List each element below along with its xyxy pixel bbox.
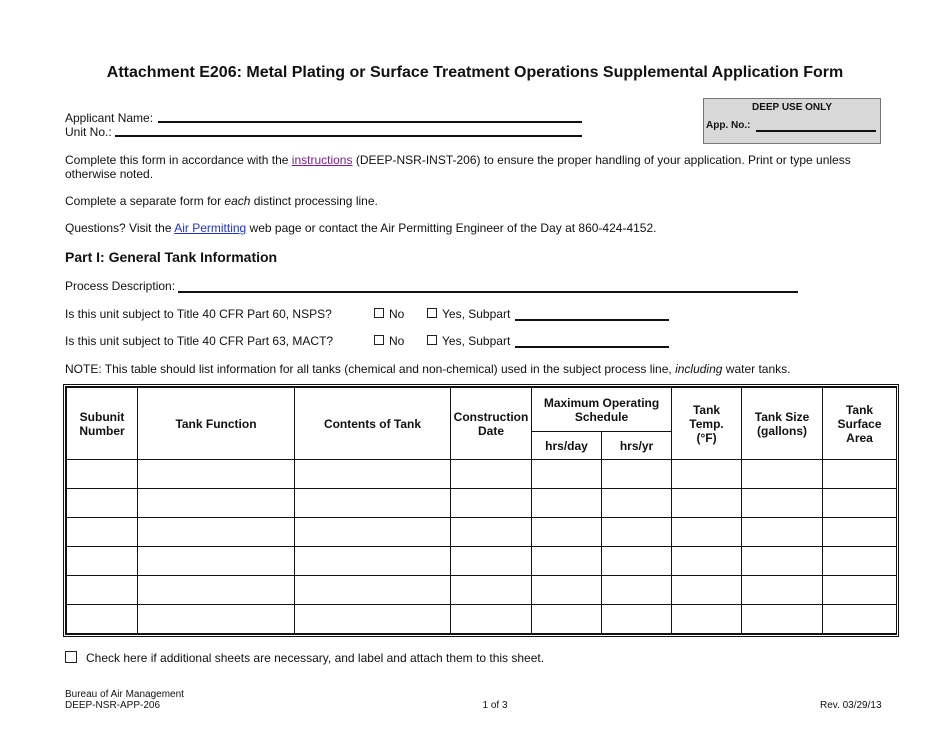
table-cell[interactable] [532, 518, 602, 547]
table-cell[interactable] [295, 547, 451, 576]
table-cell[interactable] [138, 489, 295, 518]
col-tank-temp [672, 388, 742, 460]
table-cell[interactable] [67, 547, 138, 576]
nsps-yes-label: Yes, Subpart [442, 307, 511, 321]
table-cell[interactable] [295, 518, 451, 547]
tank-temp-line-3: (°F) [696, 430, 717, 445]
table-cell[interactable] [742, 605, 823, 634]
deep-use-only-heading: DEEP USE ONLY [751, 102, 833, 113]
table-row [67, 518, 897, 547]
table-cell[interactable] [451, 489, 532, 518]
table-cell[interactable] [823, 489, 897, 518]
table-cell[interactable] [672, 605, 742, 634]
table-cell[interactable] [67, 489, 138, 518]
col-hrs-day: hrs/day [532, 432, 602, 460]
table-cell[interactable] [138, 605, 295, 634]
table-row [67, 489, 897, 518]
table-cell[interactable] [138, 518, 295, 547]
unit-no-label: Unit No.: [65, 125, 112, 139]
part1-heading: Part I: General Tank Information [65, 249, 278, 265]
nsps-yes-checkbox[interactable] [427, 308, 437, 318]
note-text: NOTE: This table should list information for all tanks (chemical and non-chemical) used in the subject process line, [65, 362, 676, 376]
applicant-name-label: Applicant Name: [65, 111, 154, 125]
table-row [67, 547, 897, 576]
table-cell[interactable] [67, 460, 138, 489]
table-cell[interactable] [602, 489, 672, 518]
table-cell[interactable] [532, 576, 602, 605]
additional-sheets-checkbox[interactable] [65, 651, 77, 663]
table-cell[interactable] [295, 605, 451, 634]
tank-temp-line-1: Tank [692, 402, 721, 417]
col-subunit-number: Subunit Number [67, 388, 138, 460]
table-cell[interactable] [672, 518, 742, 547]
table-cell[interactable] [295, 489, 451, 518]
deep-use-only-box [703, 98, 881, 144]
air-permitting-link[interactable]: Air Permitting [174, 221, 247, 235]
nsps-question: Is this unit subject to Title 40 CFR Part 60, NSPS? [65, 307, 332, 321]
table-cell[interactable] [742, 460, 823, 489]
table-cell[interactable] [602, 460, 672, 489]
footer-page-number: 1 of 3 [482, 700, 508, 711]
table-cell[interactable] [602, 605, 672, 634]
col-hrs-yr: hrs/yr [602, 432, 672, 460]
table-cell[interactable] [138, 547, 295, 576]
table-cell[interactable] [742, 576, 823, 605]
mact-yes-label: Yes, Subpart [442, 334, 511, 348]
table-row [67, 576, 897, 605]
table-cell[interactable] [742, 547, 823, 576]
table-cell[interactable] [295, 576, 451, 605]
mact-subpart-field[interactable] [515, 334, 669, 348]
table-row [67, 460, 897, 489]
table-cell[interactable] [672, 489, 742, 518]
additional-sheets-label: Check here if additional sheets are necessary, and label and attach them to this sheet. [86, 651, 545, 665]
intro-paragraph-2 [65, 194, 885, 208]
mact-no-label: No [389, 334, 405, 348]
table-cell[interactable] [742, 518, 823, 547]
table-cell[interactable] [451, 576, 532, 605]
table-cell[interactable] [823, 547, 897, 576]
intro-text: distinct processing line. [250, 194, 378, 208]
table-cell[interactable] [532, 605, 602, 634]
table-cell[interactable] [602, 518, 672, 547]
table-cell[interactable] [67, 605, 138, 634]
intro-text: Questions? Visit the [65, 221, 175, 235]
nsps-no-checkbox[interactable] [374, 308, 384, 318]
table-cell[interactable] [532, 489, 602, 518]
table-cell[interactable] [742, 489, 823, 518]
table-cell[interactable] [295, 460, 451, 489]
table-note [65, 362, 895, 376]
intro-text: web page or contact the Air Permitting Engineer of the Day at 860-424-4152. [246, 221, 657, 235]
intro-paragraph-3 [65, 221, 885, 235]
table-cell[interactable] [67, 518, 138, 547]
table-cell[interactable] [823, 605, 897, 634]
table-cell[interactable] [451, 605, 532, 634]
col-tank-size: Tank Size (gallons) [742, 388, 823, 460]
table-cell[interactable] [602, 547, 672, 576]
note-emphasis: including [675, 362, 723, 376]
mact-yes-checkbox[interactable] [427, 335, 437, 345]
table-cell[interactable] [532, 547, 602, 576]
form-title: Attachment E206: Metal Plating or Surface Treatment Operations Supplemental Application Form [106, 64, 844, 81]
table-cell[interactable] [823, 518, 897, 547]
tank-table [66, 387, 897, 634]
intro-emphasis: each [224, 194, 251, 208]
nsps-subpart-field[interactable] [515, 307, 669, 321]
col-tank-function: Tank Function [138, 388, 295, 460]
table-cell[interactable] [451, 460, 532, 489]
applicant-name-field[interactable] [158, 109, 582, 123]
nsps-no-label: No [389, 307, 405, 321]
process-description-label: Process Description: [65, 279, 176, 293]
tank-temp-line-2: Temp. [689, 416, 724, 431]
table-cell[interactable] [672, 547, 742, 576]
col-max-operating-schedule: Maximum Operating Schedule [532, 388, 672, 432]
col-tank-surface-area: Tank Surface Area [823, 388, 897, 460]
process-description-field[interactable] [178, 279, 798, 293]
table-cell[interactable] [672, 460, 742, 489]
col-construction-date: Construction Date [451, 388, 532, 460]
table-cell[interactable] [451, 518, 532, 547]
table-row [67, 605, 897, 634]
app-no-field[interactable] [756, 130, 876, 132]
intro-text: Complete this form in accordance with the [65, 153, 292, 167]
unit-no-field[interactable] [115, 123, 582, 137]
table-cell[interactable] [823, 460, 897, 489]
table-cell[interactable] [532, 460, 602, 489]
intro-text: (DEEP-NSR-INST-206) to ensure the proper handling of your application. Print or type unless otherwise noted. [65, 153, 851, 181]
mact-no-checkbox[interactable] [374, 335, 384, 345]
table-cell[interactable] [602, 576, 672, 605]
intro-paragraph-1 [65, 153, 885, 181]
table-cell[interactable] [67, 576, 138, 605]
footer-form-id: DEEP-NSR-APP-206 [65, 700, 161, 711]
col-contents-of-tank: Contents of Tank [295, 388, 451, 460]
table-cell[interactable] [672, 576, 742, 605]
table-cell[interactable] [138, 576, 295, 605]
mact-question: Is this unit subject to Title 40 CFR Part 63, MACT? [65, 334, 334, 348]
intro-text: Complete a separate form for [65, 194, 225, 208]
footer-revision: Rev. 03/29/13 [820, 700, 882, 711]
note-text: water tanks. [722, 362, 791, 376]
table-cell[interactable] [451, 547, 532, 576]
instructions-link[interactable]: instructions [291, 153, 353, 167]
table-cell[interactable] [138, 460, 295, 489]
table-cell[interactable] [823, 576, 897, 605]
footer-bureau: Bureau of Air Management [65, 689, 184, 700]
tank-table-wrapper [63, 384, 899, 637]
app-no-label: App. No.: [706, 120, 751, 131]
